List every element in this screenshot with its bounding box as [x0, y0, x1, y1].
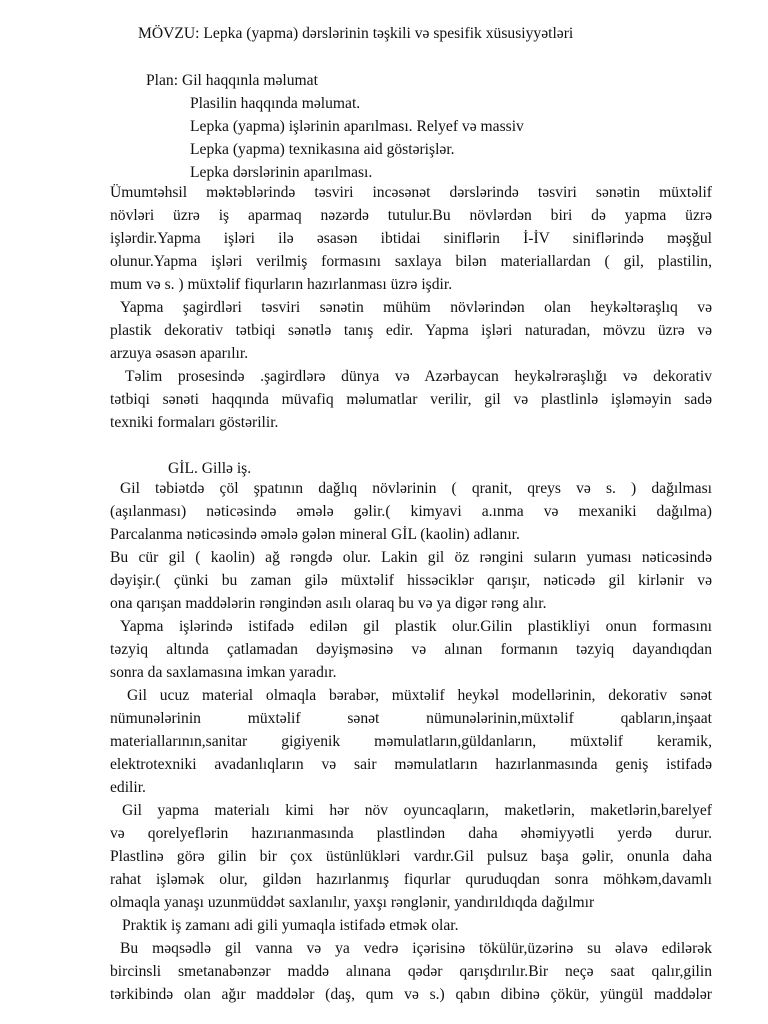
- text-line: ona qarışan maddələrin rəngindən asılı olaraq bu və ya digər rəng alır.: [110, 595, 547, 612]
- text-line: olmaqla yanaşı uzunmüddət saxlanılır, yaxşı rənglənir, yandırıldıqda dağılmır: [110, 894, 595, 911]
- text-line: edilir.: [110, 779, 146, 796]
- text-line: arzuya əsasən aparılır.: [110, 345, 249, 362]
- text-line: materiallarının,sanitar gigiyenik məmulatların,güldanların, müxtəlif keramik,: [110, 733, 712, 750]
- plan-item: Plasilin haqqında məlumat.: [190, 95, 361, 112]
- text-line: bircinsli smetanabənzər maddə alınana qədər qarışdırılır.Bir neçə saat qalır,gilin: [110, 963, 712, 980]
- text-line: Gil yapma materialı kimi hər növ oyuncaqların, maketlərin, maketlərin,barelyef: [122, 802, 712, 819]
- plan-item: Lepka (yapma) işlərinin aparılması. Relyef və massiv: [190, 118, 524, 135]
- text-line: rahat işləmək olur, gildən hazırlanmış fiqurlar quruduqdan sonra möhkəm,davamlı: [110, 871, 712, 888]
- plan-item: Lepka (yapma) texnikasına aid göstərişlər.: [190, 141, 455, 158]
- text-line: Təlim prosesində .şagirdlərə dünya və Azərbaycan heykəlrəraşlığı və dekorativ: [125, 368, 712, 385]
- text-line: işlərdir.Yapma işləri ilə əsasən ibtidai siniflərin İ-İV siniflərində məşğul: [110, 230, 712, 247]
- text-line: nümunələrinin müxtəlif sənət nümunələrinin,müxtəlif qabların,inşaat: [110, 710, 712, 727]
- text-line: Plastlinə görə gilin bir çox üstünlükləri vardır.Gil pulsuz başa gəlir, onunla daha: [110, 848, 712, 865]
- text-line: Ümumtəhsil məktəblərində təsviri incəsənət dərslərində təsviri sənətin müxtəlif: [110, 184, 712, 201]
- text-line: Bu məqsədlə gil vanna və ya vedrə içərisinə tökülür,üzərinə su əlavə edilərək: [120, 940, 712, 957]
- plan-heading: Plan: Gil haqqınla məlumat: [146, 72, 318, 89]
- text-line: Bu cür gil ( kaolin) ağ rəngdə olur. Lakin gil öz rəngini suların yuması nəticəsində: [110, 549, 712, 566]
- text-line: növləri üzrə iş aparmaq nəzərdə tutulur.Bu növlərdən biri də yapma üzrə: [110, 207, 712, 224]
- plan-item: Lepka dərslərinin aparılması.: [190, 164, 373, 181]
- text-line: texniki formaları göstərilir.: [110, 414, 279, 431]
- text-line: Gil ucuz material olmaqla bərabər, müxtəlif heykəl modellərinin, dekorativ sənət: [127, 687, 712, 704]
- text-line: olunur.Yapma işləri verilmiş formasını saxlaya bilən materiallardan ( gil, plastilin,: [110, 253, 712, 270]
- text-line: (aşılanması) nəticəsində əmələ gəlir.( kimyavi a.ınma və mexaniki dağılma): [110, 503, 712, 520]
- text-line: Yapma şagirdləri təsviri sənətin mühüm növlərindən olan heykəltəraşlıq və: [120, 299, 712, 316]
- text-line: Parcalanma nəticəsində əmələ gələn mineral GİL (kaolin) adlanır.: [110, 526, 520, 543]
- text-line: mum və s. ) müxtəlif fiqurların hazırlanması üzrə işdir.: [110, 276, 453, 293]
- text-line: sonra da saxlamasına imkan yaradır.: [110, 664, 337, 681]
- text-line: elektrotexniki avadanlıqların və sair məmulatların hazırlanmasında geniş istifadə: [110, 756, 712, 773]
- section-heading: GİL. Gillə iş.: [168, 460, 252, 477]
- text-line: təzyiq altında çatlamadan dəyişməsinə və alınan formanın təzyiq dayandıqdan: [110, 641, 712, 658]
- text-line: tətbiqi sənəti haqqında müvafiq məlumatlar verilir, gil və plastlinlə işləməyin sadə: [110, 391, 712, 408]
- text-line: Praktik iş zamanı adi gili yumaqla istifadə etmək olar.: [122, 917, 459, 934]
- text-line: Gil təbiətdə çöl şpatının dağlıq növlərinin ( qranit, qreys və s. ) dağılması: [120, 480, 712, 497]
- text-line: plastik dekorativ tətbiqi sənətlə tanış edir. Yapma işləri naturadan, mövzu üzrə və: [110, 322, 712, 339]
- text-line: tərkibində olan ağır maddələr (daş, qum və s.) qabın dibinə çökür, yüngül maddələr: [110, 986, 712, 1003]
- text-line: dəyişir.( çünki bu zaman gilə müxtəlif hissəciklər qarışır, nəticədə gil kirlənir və: [110, 572, 712, 589]
- document-title: MÖVZU: Lepka (yapma) dərslərinin təşkili və spesifik xüsusiyyətləri: [138, 25, 574, 42]
- text-line: və qorelyeflərin hazırıanmasında plastlindən daha əhəmiyyətli yerdə durur.: [110, 825, 712, 842]
- text-line: Yapma işlərində istifadə edilən gil plastik olur.Gilin plastikliyi onun formasını: [120, 618, 712, 635]
